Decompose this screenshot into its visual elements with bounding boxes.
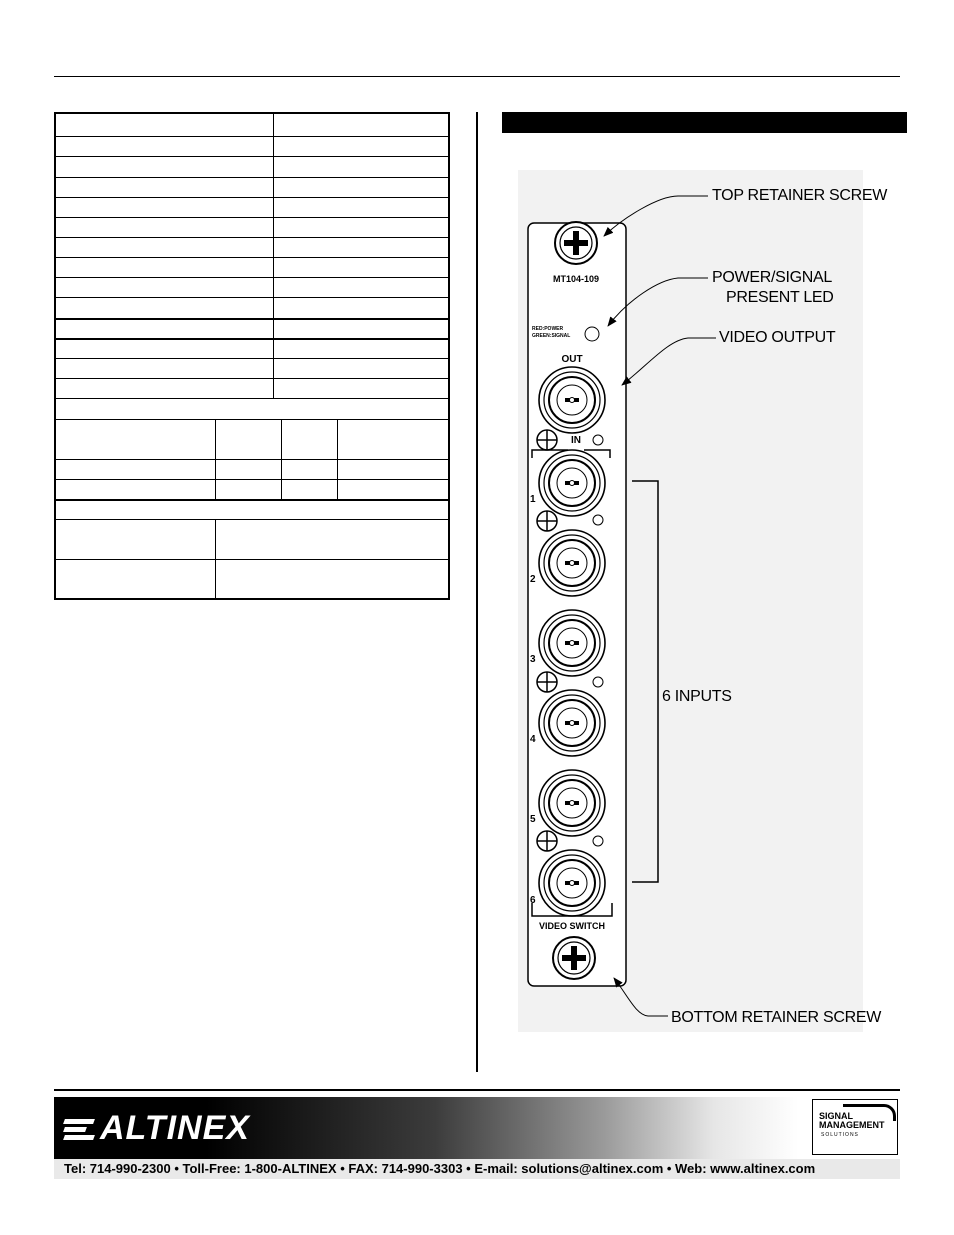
altinex-logo bbox=[64, 1108, 250, 1148]
input-connector-5 bbox=[539, 770, 605, 836]
top-retainer-screw-callout: TOP RETAINER SCREW bbox=[712, 187, 888, 204]
front-panel-figure bbox=[518, 170, 888, 1032]
present-led-callout: PRESENT LED bbox=[726, 289, 834, 306]
badge-line-2: MANAGEMENT bbox=[819, 1120, 885, 1130]
table-column-divider bbox=[273, 114, 274, 398]
table-row-divider bbox=[56, 177, 448, 178]
input-connector-2 bbox=[539, 530, 605, 596]
input-number: 6 bbox=[530, 895, 536, 906]
table-row-divider bbox=[56, 136, 448, 137]
table-row-divider bbox=[56, 378, 448, 379]
table-row-divider bbox=[56, 318, 448, 320]
video-output-connector bbox=[539, 367, 605, 433]
in-label: IN bbox=[571, 435, 581, 446]
input-led bbox=[593, 515, 603, 525]
table-row-divider bbox=[56, 419, 448, 420]
led-label-power: RED:POWER bbox=[532, 326, 564, 332]
input-led bbox=[593, 677, 603, 687]
input-connector-6 bbox=[539, 850, 605, 916]
input-connector-4 bbox=[539, 690, 605, 756]
table-row-divider bbox=[56, 217, 448, 218]
input-number: 5 bbox=[530, 814, 536, 825]
table-row-divider bbox=[56, 156, 448, 157]
video-output-leader bbox=[622, 338, 716, 385]
contact-info: Tel: 714-990-2300 • Toll-Free: 1-800-ALTINEX • FAX: 714-990-3303 • E-mail: solutions@altinex.com • Web: www.altinex.com bbox=[64, 1161, 816, 1176]
table-row-divider bbox=[56, 338, 448, 340]
input-connector-3 bbox=[539, 610, 605, 676]
table-row-divider bbox=[56, 459, 448, 460]
model-label: MT104-109 bbox=[552, 274, 600, 284]
table-column-divider bbox=[281, 419, 282, 499]
table-row-divider bbox=[56, 479, 448, 480]
input-screw-icon bbox=[537, 831, 557, 851]
header-rule bbox=[54, 76, 900, 77]
input-led bbox=[593, 836, 603, 846]
power-signal-callout: POWER/SIGNAL bbox=[712, 269, 832, 286]
table-row-divider bbox=[56, 237, 448, 238]
front-panel-drawing bbox=[518, 170, 888, 1032]
signal-management-badge bbox=[812, 1099, 898, 1155]
input-screw-icon bbox=[537, 511, 557, 531]
table-row-divider bbox=[56, 398, 448, 399]
badge-line-3: SOLUTIONS bbox=[821, 1132, 859, 1138]
table-row-divider bbox=[56, 519, 448, 520]
led-label-signal: GREEN:SIGNAL bbox=[532, 333, 571, 339]
input-screw-icon bbox=[537, 672, 557, 692]
footer-rule bbox=[54, 1089, 900, 1091]
input-number: 1 bbox=[530, 494, 536, 505]
table-column-divider bbox=[215, 519, 216, 599]
input-number: 4 bbox=[530, 734, 536, 745]
inputs-callout: 6 INPUTS bbox=[662, 688, 732, 705]
specification-table bbox=[54, 112, 450, 600]
input-number: 3 bbox=[530, 654, 536, 665]
top-retainer-screw bbox=[555, 222, 597, 264]
table-row-divider bbox=[56, 499, 448, 501]
section-title-bar bbox=[502, 112, 907, 133]
table-row-divider bbox=[56, 559, 448, 560]
power-signal-led bbox=[585, 327, 599, 341]
inputs-bracket bbox=[632, 481, 658, 882]
table-row-divider bbox=[56, 358, 448, 359]
badge-line-1: SIGNAL bbox=[819, 1111, 854, 1121]
column-divider bbox=[476, 112, 478, 1072]
logo-mark-icon bbox=[64, 1115, 98, 1141]
input-led bbox=[593, 435, 603, 445]
table-row-divider bbox=[56, 277, 448, 278]
brand-name: ALTINEX bbox=[100, 1108, 250, 1147]
video-switch-label: VIDEO SWITCH bbox=[538, 921, 606, 931]
table-row-divider bbox=[56, 257, 448, 258]
input-screw-icon bbox=[537, 430, 557, 450]
video-output-callout: VIDEO OUTPUT bbox=[719, 329, 836, 346]
bottom-retainer-screw-callout: BOTTOM RETAINER SCREW bbox=[671, 1009, 882, 1026]
table-row-divider bbox=[56, 197, 448, 198]
input-connector-1 bbox=[539, 450, 605, 516]
table-column-divider bbox=[215, 419, 216, 499]
table-row-divider bbox=[56, 297, 448, 298]
bottom-retainer-screw bbox=[553, 937, 595, 979]
table-column-divider bbox=[337, 419, 338, 499]
input-number: 2 bbox=[530, 574, 536, 585]
out-label: OUT bbox=[561, 354, 583, 365]
